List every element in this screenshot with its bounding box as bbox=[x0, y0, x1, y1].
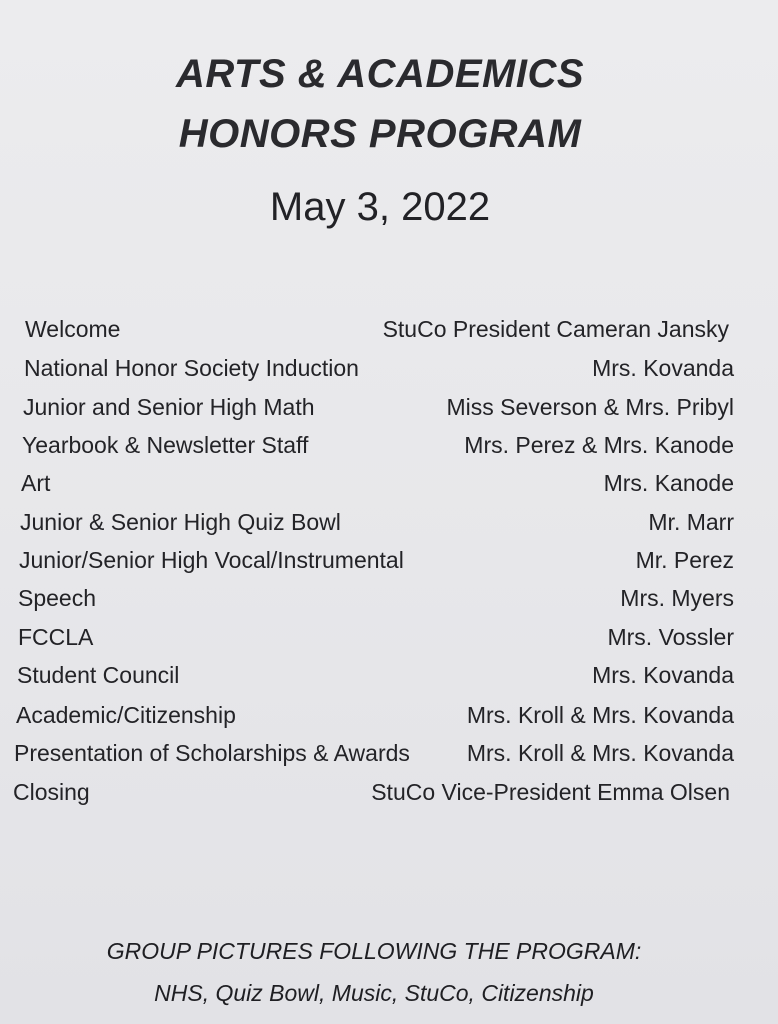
program-presenter: Mrs. Kovanda bbox=[592, 355, 734, 381]
program-item: Yearbook & Newsletter Staff bbox=[22, 432, 309, 458]
program-date: May 3, 2022 bbox=[269, 185, 491, 229]
program-item: Junior and Senior High Math bbox=[23, 394, 315, 420]
program-presenter: Mrs. Kanode bbox=[603, 470, 734, 496]
program-item: Junior & Senior High Quiz Bowl bbox=[20, 509, 341, 535]
program-row-quiz-bowl bbox=[20, 509, 734, 539]
program-row-student-council bbox=[17, 662, 734, 692]
program-presenter: Mrs. Kroll & Mrs. Kovanda bbox=[466, 702, 734, 728]
program-row-nhs-induction bbox=[24, 355, 734, 385]
program-row-welcome bbox=[25, 316, 729, 346]
program-presenter: Mrs. Vossler bbox=[607, 624, 734, 650]
group-pictures-heading: GROUP PICTURES FOLLOWING THE PROGRAM: bbox=[106, 938, 642, 964]
program-item: Academic/Citizenship bbox=[16, 702, 236, 728]
program-item: Presentation of Scholarships & Awards bbox=[14, 740, 410, 766]
program-presenter: Mr. Perez bbox=[635, 547, 734, 573]
program-item: Closing bbox=[13, 779, 90, 805]
program-presenter: Miss Severson & Mrs. Pribyl bbox=[446, 394, 734, 420]
program-row-closing bbox=[13, 779, 730, 809]
program-item: Junior/Senior High Vocal/Instrumental bbox=[19, 547, 404, 573]
program-row-speech bbox=[18, 585, 734, 615]
program-row-fccla bbox=[18, 624, 734, 654]
program-row-yearbook bbox=[22, 432, 734, 462]
program-item: FCCLA bbox=[18, 624, 94, 650]
program-presenter: Mrs. Kovanda bbox=[592, 662, 734, 688]
program-row-academic-citizenship bbox=[16, 702, 734, 732]
program-row-art bbox=[21, 470, 734, 500]
program-row-vocal-instrumental bbox=[19, 547, 734, 577]
program-presenter: Mrs. Kroll & Mrs. Kovanda bbox=[466, 740, 734, 766]
program-presenter: StuCo President Cameran Jansky bbox=[382, 316, 729, 342]
program-item: National Honor Society Induction bbox=[24, 355, 359, 381]
program-presenter: Mr. Marr bbox=[648, 509, 734, 535]
program-presenter: StuCo Vice-President Emma Olsen bbox=[371, 779, 730, 805]
program-title-line-2: HONORS PROGRAM bbox=[178, 112, 582, 156]
program-presenter: Mrs. Perez & Mrs. Kanode bbox=[464, 432, 734, 458]
program-presenter: Mrs. Myers bbox=[620, 585, 734, 611]
program-item: Speech bbox=[18, 585, 97, 611]
program-item: Art bbox=[21, 470, 51, 496]
program-title-line-1: ARTS & ACADEMICS bbox=[175, 52, 585, 96]
program-row-scholarships-awards bbox=[14, 740, 734, 770]
group-pictures-list: NHS, Quiz Bowl, Music, StuCo, Citizenship bbox=[154, 980, 594, 1006]
program-item: Student Council bbox=[17, 662, 180, 688]
program-item: Welcome bbox=[25, 316, 121, 342]
program-row-math bbox=[23, 394, 734, 424]
